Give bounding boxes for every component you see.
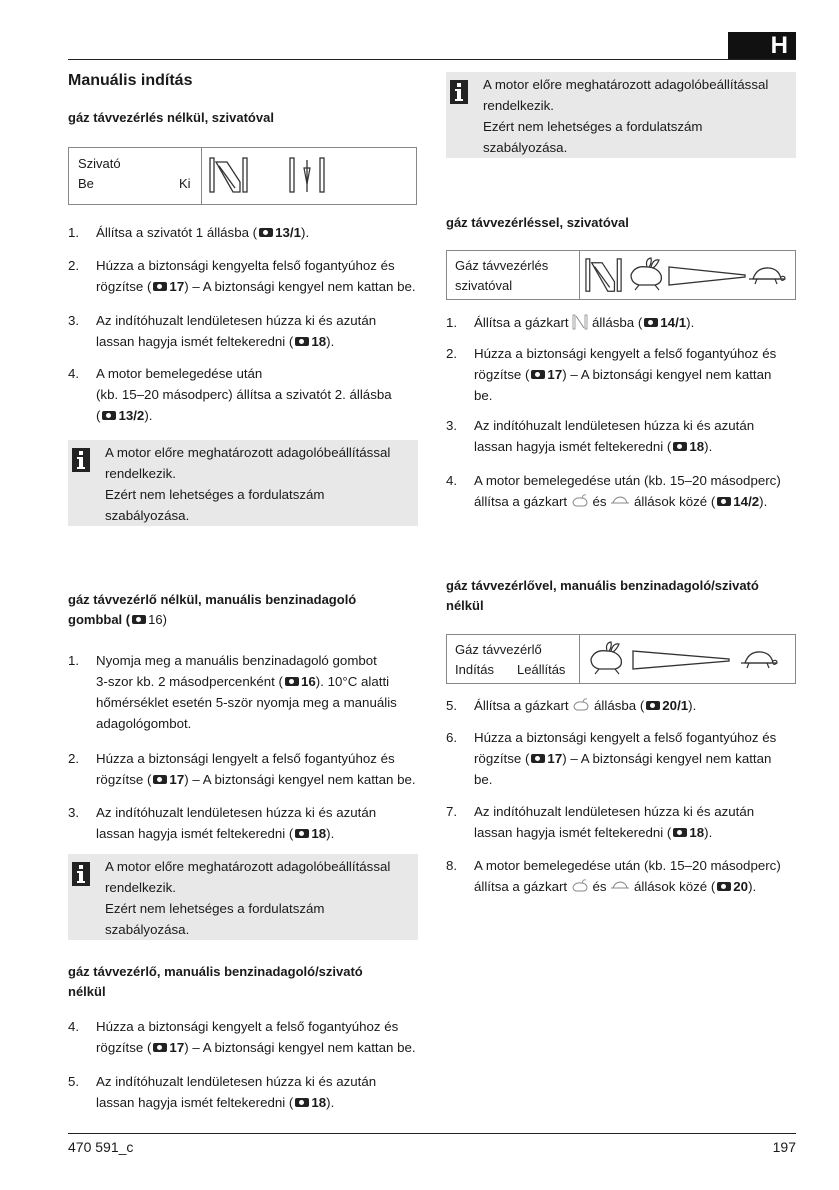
- figure-ref: 17: [169, 1040, 185, 1055]
- section-subtitle: gáz távvezérléssel, szivatóval: [446, 215, 629, 230]
- figure-ref: 18: [311, 334, 327, 349]
- throttle-table: [446, 250, 796, 300]
- camera-icon: [153, 282, 167, 291]
- camera-icon: [673, 442, 687, 451]
- camera-icon: [644, 318, 658, 327]
- section-subtitle: gáz távvezérlő, manuális benzinadagoló/szivató nélkül: [68, 964, 363, 999]
- list-item: 5. Állítsa a gázkart állásba ( 20/1).: [446, 698, 697, 713]
- figure-ref: 17: [169, 279, 185, 294]
- language-tab: [728, 32, 796, 60]
- page-number: 197: [772, 1139, 796, 1155]
- choke-on-icon: [572, 314, 588, 330]
- info-icon: [450, 80, 468, 104]
- rabbit-icon: [571, 494, 589, 508]
- list-item: 1. Állítsa a gázkart állásba ( 14/1).: [446, 315, 695, 330]
- camera-icon: [259, 228, 273, 237]
- list-item: 6. Húzza a biztonsági kengyelt a felső fogantyúhoz és rögzítse ( 17) – A biztonsági kengyel nem kattan be.: [446, 730, 777, 787]
- figure-ref: 18: [689, 825, 705, 840]
- section-subtitle: gáz távvezérlővel, manuális benzinadagoló/szivató nélkül: [446, 578, 759, 613]
- table-cell: Indítás: [455, 662, 495, 677]
- camera-icon: [673, 828, 687, 837]
- turtle-icon: [737, 647, 781, 673]
- info-icon: [72, 448, 90, 472]
- language-tab-label: H: [770, 32, 788, 59]
- figure-ref: 16: [300, 674, 316, 689]
- turtle-icon: [610, 880, 630, 892]
- list-item: 3. Az indítóhuzalt lendületesen húzza ki és azután lassan hagyja ismét feltekeredni ( 18).: [446, 418, 755, 454]
- table-cell: Gáz távvezérlés: [455, 258, 549, 273]
- choke-off-icon: [287, 156, 327, 196]
- section-subtitle: gáz távvezérlés nélkül, szivatóval: [68, 110, 274, 125]
- turtle-icon: [610, 495, 630, 507]
- figure-ref: 14/1: [660, 315, 687, 330]
- list-item: 3. Az indítóhuzalt lendületesen húzza ki és azután lassan hagyja ismét feltekeredni ( 18).: [68, 805, 377, 841]
- camera-icon: [717, 882, 731, 891]
- choke-table: [68, 147, 417, 205]
- camera-icon: [132, 615, 146, 624]
- figure-ref: 14/2: [733, 494, 760, 509]
- list-item: 2. Húzza a biztonsági kengyelta felső fogantyúhoz és rögzítse ( 17) – A biztonsági kengyel nem kattan be.: [68, 258, 416, 294]
- list-item: 1. Nyomja meg a manuális benzinadagoló gombot 3-szor kb. 2 másodpercenként ( 16). 10°C alatti hőmérséklet esetén 5-ször nyomja meg a manuális adagológombot.: [68, 653, 397, 731]
- list-item: 5. Az indítóhuzalt lendületesen húzza ki és azután lassan hagyja ismét feltekeredni ( 18).: [68, 1074, 377, 1110]
- figure-ref: 17: [547, 367, 563, 382]
- camera-icon: [646, 701, 660, 710]
- figure-ref: 17: [169, 772, 185, 787]
- info-note: A motor előre meghatározott adagolóbeállítással rendelkezik. Ezért nem lehetséges a fordulatszám szabályozása.: [446, 72, 796, 158]
- camera-icon: [153, 775, 167, 784]
- throttle-wedge-icon: [667, 265, 747, 287]
- turtle-icon: [747, 263, 787, 289]
- info-icon: [72, 862, 90, 886]
- list-item: 4. A motor bemelegedése után (kb. 15–20 másodperc) állítsa a szivatót 2. állásba ( 13/2).: [68, 366, 392, 423]
- figure-ref: 20: [733, 879, 749, 894]
- figure-ref: 18: [311, 1095, 327, 1110]
- figure-ref: 17: [547, 751, 563, 766]
- camera-icon: [295, 1098, 309, 1107]
- bottom-divider: [68, 1133, 796, 1134]
- rabbit-icon: [572, 698, 590, 712]
- camera-icon: [531, 754, 545, 763]
- figure-ref: 13/2: [118, 408, 145, 423]
- figure-ref: 18: [689, 439, 705, 454]
- camera-icon: [295, 829, 309, 838]
- camera-icon: [531, 370, 545, 379]
- camera-icon: [285, 677, 299, 686]
- figure-ref: 20/1: [662, 698, 689, 713]
- throttle-wedge-icon: [631, 649, 731, 671]
- camera-icon: [153, 1043, 167, 1052]
- list-item: 1. Állítsa a szivatót 1 állásba ( 13/1).: [68, 225, 310, 240]
- page-title: Manuális indítás: [68, 72, 193, 89]
- table-cell: Be: [78, 176, 94, 191]
- info-note: A motor előre meghatározott adagolóbeállítással rendelkezik. Ezért nem lehetséges a fordulatszám szabályozása.: [68, 440, 418, 526]
- list-item: 7. Az indítóhuzalt lendületesen húzza ki és azután lassan hagyja ismét feltekeredni ( 18).: [446, 804, 755, 840]
- choke-on-icon: [585, 256, 623, 296]
- info-note: A motor előre meghatározott adagolóbeállítással rendelkezik. Ezért nem lehetséges a fordulatszám szabályozása.: [68, 854, 418, 940]
- table-cell: Gáz távvezérlő: [455, 642, 542, 657]
- list-item: 4. A motor bemelegedése után (kb. 15–20 másodperc) állítsa a gázkart és állások közé ( 14/2).: [446, 473, 781, 509]
- camera-icon: [717, 497, 731, 506]
- rabbit-icon: [587, 641, 627, 677]
- section-subtitle: gáz távvezérlő nélkül, manuális benzinadagoló gombbal ( 16): [68, 592, 357, 627]
- figure-ref: 18: [311, 826, 327, 841]
- list-item: 3. Az indítóhuzalt lendületesen húzza ki és azután lassan hagyja ismét feltekeredni ( 18).: [68, 313, 377, 349]
- table-cell: Ki: [179, 176, 191, 191]
- list-item: 2. Húzza a biztonsági lengyelt a felső fogantyúhoz és rögzítse ( 17) – A biztonsági kengyel nem kattan be.: [68, 751, 416, 787]
- rabbit-icon: [627, 257, 667, 293]
- doc-code: 470 591_c: [68, 1139, 134, 1155]
- list-item: 4. Húzza a biztonsági kengyelt a felső fogantyúhoz és rögzítse ( 17) – A biztonsági kengyel nem kattan be.: [68, 1019, 416, 1055]
- camera-icon: [102, 411, 116, 420]
- camera-icon: [295, 337, 309, 346]
- table-divider: [579, 251, 580, 299]
- throttle-table: [446, 634, 796, 684]
- table-cell: Leállítás: [517, 662, 566, 677]
- figure-ref: 13/1: [275, 225, 302, 240]
- figure-ref: 16: [148, 612, 163, 627]
- rabbit-icon: [571, 879, 589, 893]
- table-divider: [201, 148, 202, 204]
- table-cell: Szivató: [78, 156, 121, 171]
- table-divider: [579, 635, 580, 683]
- list-item: 8. A motor bemelegedése után (kb. 15–20 másodperc) állítsa a gázkart és állások közé ( 20).: [446, 858, 781, 894]
- table-cell: szivatóval: [455, 278, 513, 293]
- list-item: 2. Húzza a biztonsági kengyelt a felső fogantyúhoz és rögzítse ( 17) – A biztonsági kengyel nem kattan be.: [446, 346, 777, 403]
- choke-on-icon: [209, 156, 249, 196]
- top-divider: [68, 59, 796, 60]
